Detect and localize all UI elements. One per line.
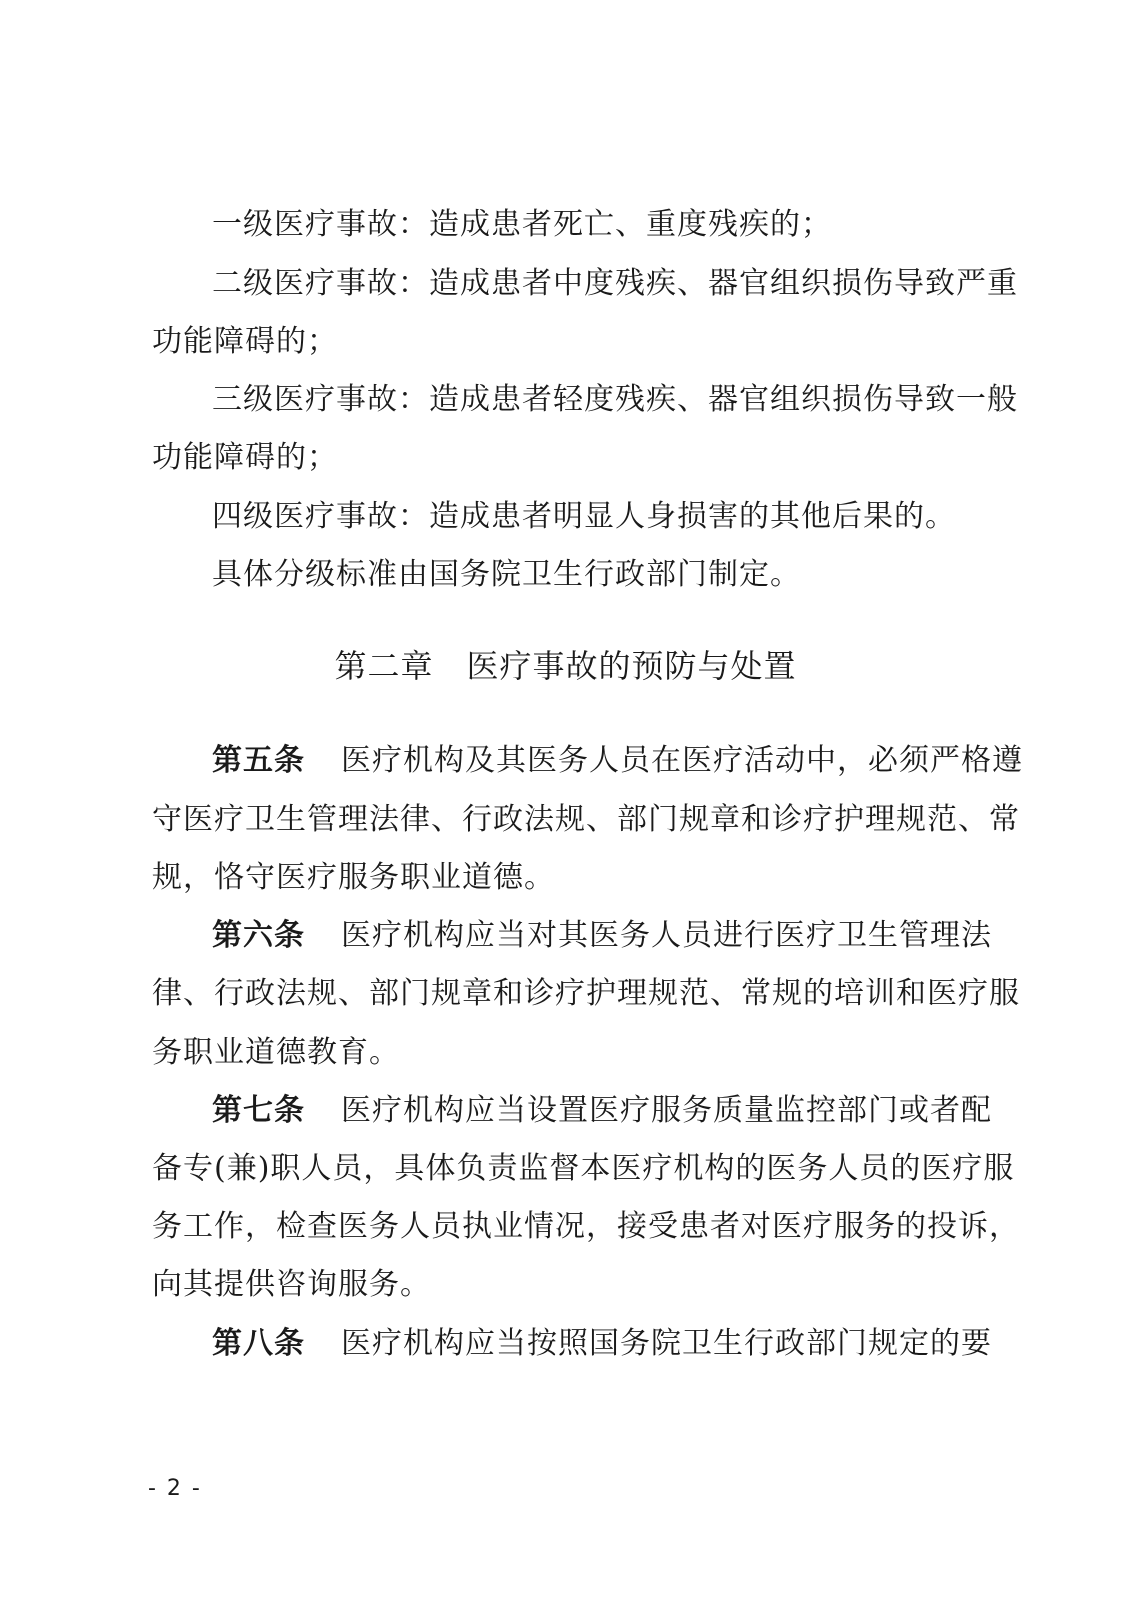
article-7-line-2: 备专(兼)职人员，具体负责监督本医疗机构的医务人员的医疗服: [152, 1151, 1015, 1186]
article-6-text-1: 医疗机构应当对其医务人员进行医疗卫生管理法: [341, 918, 992, 953]
article-6-line-2: 律、行政法规、部门规章和诊疗护理规范、常规的培训和医疗服: [152, 976, 1020, 1011]
chapter-title: 第二章 医疗事故的预防与处置: [334, 647, 797, 685]
article-7-line-1: [212, 1091, 992, 1131]
accident-level-3-line-2: 功能障碍的；: [152, 440, 338, 475]
accident-level-1: 一级医疗事故：造成患者死亡、重度残疾的；: [212, 207, 832, 242]
article-5-line-3: 规，恪守医疗服务职业道德。: [152, 860, 555, 895]
accident-level-3-line-1: 三级医疗事故：造成患者轻度残疾、器官组织损伤导致一般: [212, 382, 1018, 417]
article-7-line-4: 向其提供咨询服务。: [152, 1267, 431, 1302]
article-8-line-1: [212, 1324, 992, 1364]
grading-standard: 具体分级标准由国务院卫生行政部门制定。: [212, 557, 801, 592]
accident-level-4: 四级医疗事故：造成患者明显人身损害的其他后果的。: [212, 499, 956, 534]
article-5-line-1: [212, 741, 1023, 781]
article-6-label: 第六条: [212, 918, 305, 953]
article-7-line-3: 务工作，检查医务人员执业情况，接受患者对医疗服务的投诉，: [152, 1209, 1020, 1244]
accident-level-2-line-2: 功能障碍的；: [152, 324, 338, 359]
article-5-line-2: 守医疗卫生管理法律、行政法规、部门规章和诊疗护理规范、常: [152, 802, 1020, 837]
page-number: - 2 -: [148, 1476, 202, 1501]
article-5-label: 第五条: [212, 743, 305, 778]
article-6-line-3: 务职业道德教育。: [152, 1035, 400, 1070]
article-7-text-1: 医疗机构应当设置医疗服务质量监控部门或者配: [341, 1093, 992, 1128]
article-8-label: 第八条: [212, 1326, 305, 1361]
accident-level-2-line-1: 二级医疗事故：造成患者中度残疾、器官组织损伤导致严重: [212, 266, 1018, 301]
article-7-label: 第七条: [212, 1093, 305, 1128]
article-8-text-1: 医疗机构应当按照国务院卫生行政部门规定的要: [341, 1326, 992, 1361]
article-5-text-1: 医疗机构及其医务人员在医疗活动中，必须严格遵: [341, 743, 1023, 778]
article-6-line-1: [212, 916, 992, 956]
